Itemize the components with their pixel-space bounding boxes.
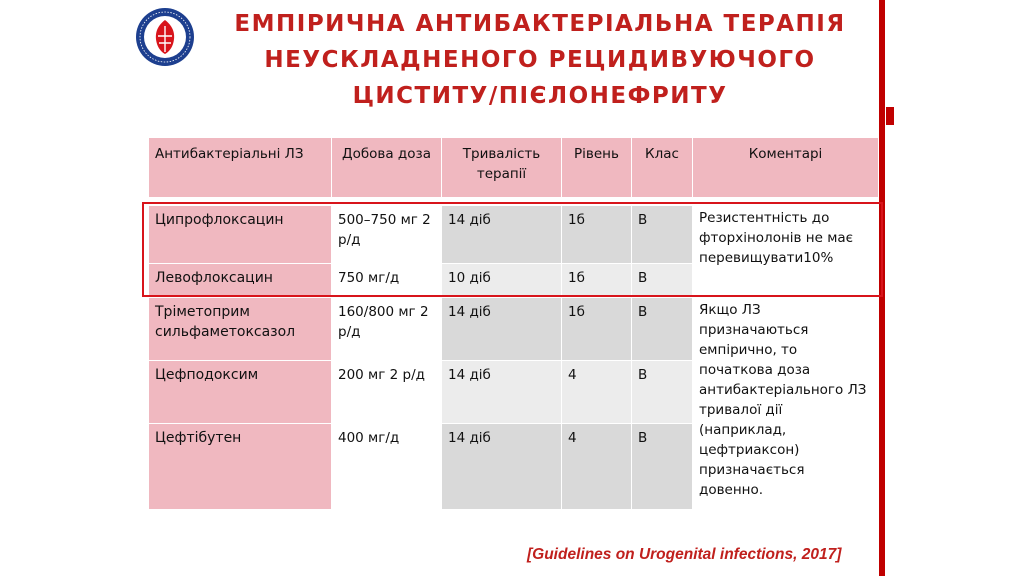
- comment-cell-empirical: Якщо ЛЗ призначаються емпірично, то початкова доза антибактеріального ЛЗ тривалої дії (наприклад, цефтриаксон) призначається довенно.: [693, 298, 879, 510]
- accent-tick: [886, 107, 894, 125]
- citation: [Guidelines on Urogenital infections, 2017]: [527, 546, 842, 563]
- header-level: Рівень: [562, 138, 632, 198]
- therapy-table: [148, 137, 879, 510]
- comment-cell-fluoroquinolones: Резистентність до фторхінолонів не має перевищувати10%: [693, 206, 879, 298]
- title-line-3: ЦИСТИТУ/ПІЄЛОНЕФРИТУ: [352, 83, 728, 109]
- level-cell: 1б: [562, 264, 632, 298]
- header-duration: Тривалість терапії: [442, 138, 562, 198]
- drug-cell: Цефподоксим: [149, 361, 332, 424]
- header-comments: Коментарі: [693, 138, 879, 198]
- title-line-2: НЕУСКЛАДНЕНОГО РЕЦИДИВУЮЧОГО: [264, 47, 816, 73]
- level-cell: 1б: [562, 206, 632, 264]
- drug-cell: Ципрофлоксацин: [149, 206, 332, 264]
- table-header-row: [149, 138, 879, 198]
- dose-cell: 500–750 мг 2 р/д: [332, 206, 442, 264]
- table-row: [149, 298, 879, 361]
- class-cell: В: [632, 264, 693, 298]
- class-cell: В: [632, 361, 693, 424]
- level-cell: 4: [562, 424, 632, 510]
- drug-cell: Цефтібутен: [149, 424, 332, 510]
- header-dose: Добова доза: [332, 138, 442, 198]
- dose-cell: 160/800 мг 2 р/д: [332, 298, 442, 361]
- class-cell: В: [632, 206, 693, 264]
- class-cell: В: [632, 298, 693, 361]
- slide-title: [200, 6, 880, 114]
- class-cell: В: [632, 424, 693, 510]
- duration-cell: 14 діб: [442, 206, 562, 264]
- header-drug: Антибактеріальні ЛЗ: [149, 138, 332, 198]
- level-cell: 4: [562, 361, 632, 424]
- level-cell: 1б: [562, 298, 632, 361]
- institute-logo-icon: [134, 6, 196, 72]
- dose-cell: 750 мг/д: [332, 264, 442, 298]
- title-line-1: ЕМПІРИЧНА АНТИБАКТЕРІАЛЬНА ТЕРАПІЯ: [234, 11, 846, 37]
- fluoroquinolone-highlight-frame: [142, 202, 883, 297]
- dose-cell: 400 мг/д: [332, 424, 442, 510]
- duration-cell: 14 діб: [442, 298, 562, 361]
- drug-cell: Левофлоксацин: [149, 264, 332, 298]
- duration-cell: 10 діб: [442, 264, 562, 298]
- dose-cell: 200 мг 2 р/д: [332, 361, 442, 424]
- duration-cell: 14 діб: [442, 361, 562, 424]
- header-class: Клас: [632, 138, 693, 198]
- drug-cell: Тріметоприм сильфаметоксазол: [149, 298, 332, 361]
- duration-cell: 14 діб: [442, 424, 562, 510]
